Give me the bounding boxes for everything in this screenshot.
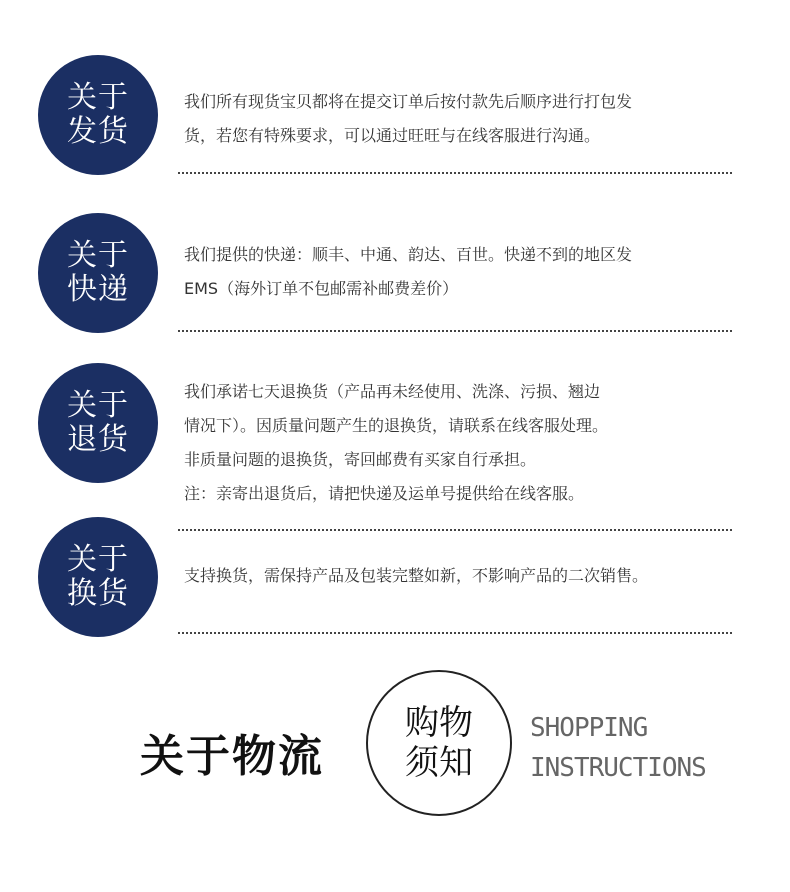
text-line: 我们所有现货宝贝都将在提交订单后按付款先后顺序进行打包发 — [184, 92, 633, 111]
badge-returns — [38, 363, 158, 483]
divider — [178, 529, 732, 531]
shopping-notice-ring — [366, 670, 512, 816]
divider — [178, 330, 732, 332]
english-line-1: SHOPPING — [530, 713, 648, 743]
badge-line-2: 退货 — [67, 422, 129, 457]
text-line: 非质量问题的退换货，寄回邮费有买家自行承担。 — [184, 450, 537, 469]
shipping-text — [184, 85, 744, 153]
returns-text — [184, 375, 744, 511]
badge-line-1: 关于 — [67, 238, 129, 273]
text-line: 情况下）。因质量问题产生的退换货，请联系在线客服处理。 — [184, 416, 609, 435]
text-line: 货，若您有特殊要求，可以通过旺旺与在线客服进行沟通。 — [184, 126, 601, 145]
divider — [178, 172, 732, 174]
ring-line-2: 须知 — [405, 743, 473, 783]
text-line: 我们提供的快递：顺丰、中通、韵达、百世。快递不到的地区发 — [184, 245, 633, 264]
english-line-2: INSTRUCTIONS — [530, 753, 706, 783]
text-line: 我们承诺七天退换货（产品再未经使用、洗涤、污损、翘边 — [184, 382, 601, 401]
badge-line-1: 关于 — [67, 542, 129, 577]
badge-line-2: 快递 — [67, 272, 129, 307]
text-line: 支持换货，需保持产品及包装完整如新，不影响产品的二次销售。 — [184, 566, 649, 585]
divider — [178, 632, 732, 634]
ring-line-1: 购物 — [405, 703, 473, 743]
badge-line-1: 关于 — [67, 388, 129, 423]
badge-line-2: 发货 — [67, 114, 129, 149]
text-line: 注：亲寄出退货后，请把快递及运单号提供给在线客服。 — [184, 484, 585, 503]
text-line: EMS（海外订单不包邮需补邮费差价） — [184, 279, 459, 298]
badge-exchange — [38, 517, 158, 637]
english-heading — [530, 708, 706, 788]
footer-title: 关于物流 — [140, 731, 324, 782]
badge-shipping — [38, 55, 158, 175]
courier-text — [184, 238, 744, 306]
badge-line-1: 关于 — [67, 80, 129, 115]
exchange-text — [184, 559, 744, 593]
badge-line-2: 换货 — [67, 576, 129, 611]
badge-courier — [38, 213, 158, 333]
